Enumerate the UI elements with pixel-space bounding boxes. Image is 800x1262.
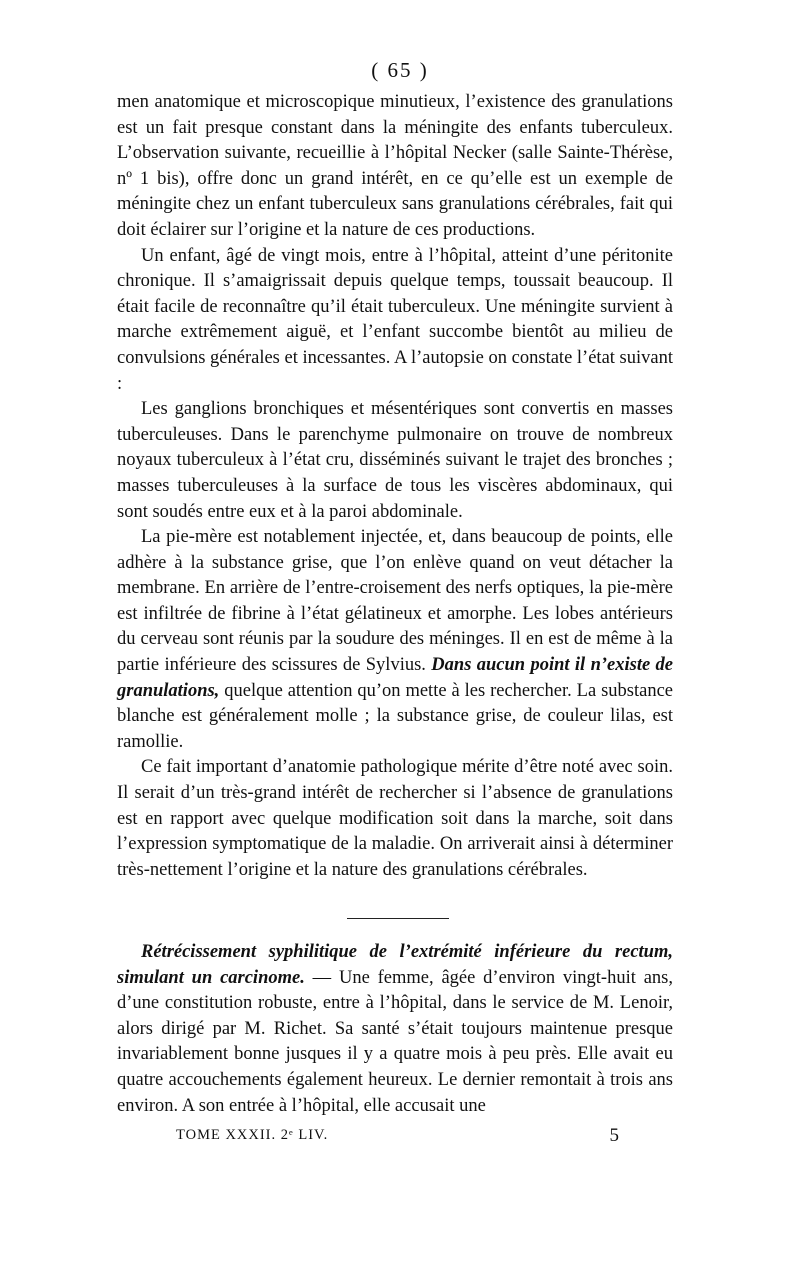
paragraph-4-text-a: La pie-mère est notablement injectée, et, dans beaucoup de points, elle adhère à la substance grise, que l’on enlève quand on veut détacher la membrane. En arrière de l’entre-croisement des nerfs optiques, la pie-mère est infiltrée de fibrine à l’état gélatineux et amorphe. Les lobes antérieurs du cerveau sont réunis par la soudure des méninges. Il en est de même à la partie inférieure des scissures de Sylvius. — [117, 527, 673, 676]
paragraph-5: Ce fait important d’anatomie pathologique mérite d’être noté avec soin. Il serait d’un très-grand intérêt de rechercher si l’absence de granulations est en rapport avec quelque modification soit dans la marche, soit dans l’expression symptomatique de la maladie. On arriverait ainsi à déterminer très-nettement l’origine et la nature des granulations cérébrales. — [117, 757, 673, 880]
section-text: — Une femme, âgée d’environ vingt-huit ans, d’une constitution robuste, entre à l’hôpital, dans le service de M. Lenoir, alors dirigé par M. Richet. Sa santé s’était toujours maintenue presque invariablement bonne jusques il y a quatre mois à peu près. Elle avait eu quatre accouchements également heureux. Le dernier remontait à trois ans environ. A son entrée à l’hôpital, elle accusait une — [117, 967, 673, 1116]
section-title: Rétrécissement syphilitique de l’extrémité inférieure du rectum, simulant un carcinome. — [117, 942, 673, 988]
paragraph-3: Les ganglions bronchiques et mésentériques sont convertis en masses tuberculeuses. Dans le parenchyme pulmonaire on trouve de nombreux noyaux tuberculeux à l’état cru, disséminés suivant le trajet des bronches ; masses tuberculeuses à la surface de tous les viscères abdominaux, qui sont soudés entre eux et à la paroi abdominale. — [117, 399, 673, 522]
paragraph-4-text-b: quelque attention qu’on mette à les rechercher. La substance blanche est généralement molle ; la substance grise, de couleur lilas, est ramollie. — [117, 680, 673, 752]
paragraph-1: men anatomique et microscopique minutieux, l’existence des granulations est un fait presque constant dans la méningite des enfants tuberculeux. L’observation suivante, recueillie à l’hôpital Necker (salle Sainte-Thérèse, nº 1 bis), offre donc un grand intérêt, en ce qu’elle est un exemple de méningite chez un enfant tuberculeux sans granulations cérébrales, fait qui doit éclairer sur l’origine et la nature de ces productions. — [117, 92, 673, 240]
gathering-number: 5 — [609, 1125, 620, 1146]
text-block-meningitis — [117, 90, 673, 883]
volume-signature: TOME XXXII. 2ᵉ LIV. — [176, 1127, 329, 1143]
section-paragraph — [117, 940, 673, 1119]
page-number: ( 65 ) — [371, 58, 429, 82]
section-divider — [347, 918, 449, 919]
paragraph-2: Un enfant, âgé de vingt mois, entre à l’hôpital, atteint d’une péritonite chronique. Il s’amaigrissait depuis quelque temps, toussait beaucoup. Il était facile de reconnaître qu’il était tuberculeux. Une méningite survient à marche extrêmement aiguë, et l’enfant succombe bientôt au milieu de convulsions générales et incessantes. A l’autopsie on constate l’état suivant : — [117, 245, 673, 394]
paragraph-4 — [117, 525, 673, 755]
page-footer — [176, 1127, 620, 1144]
emphasized-phrase: Dans aucun point il n’existe de granulations, — [117, 655, 674, 701]
text-block-rectum — [117, 940, 673, 1119]
